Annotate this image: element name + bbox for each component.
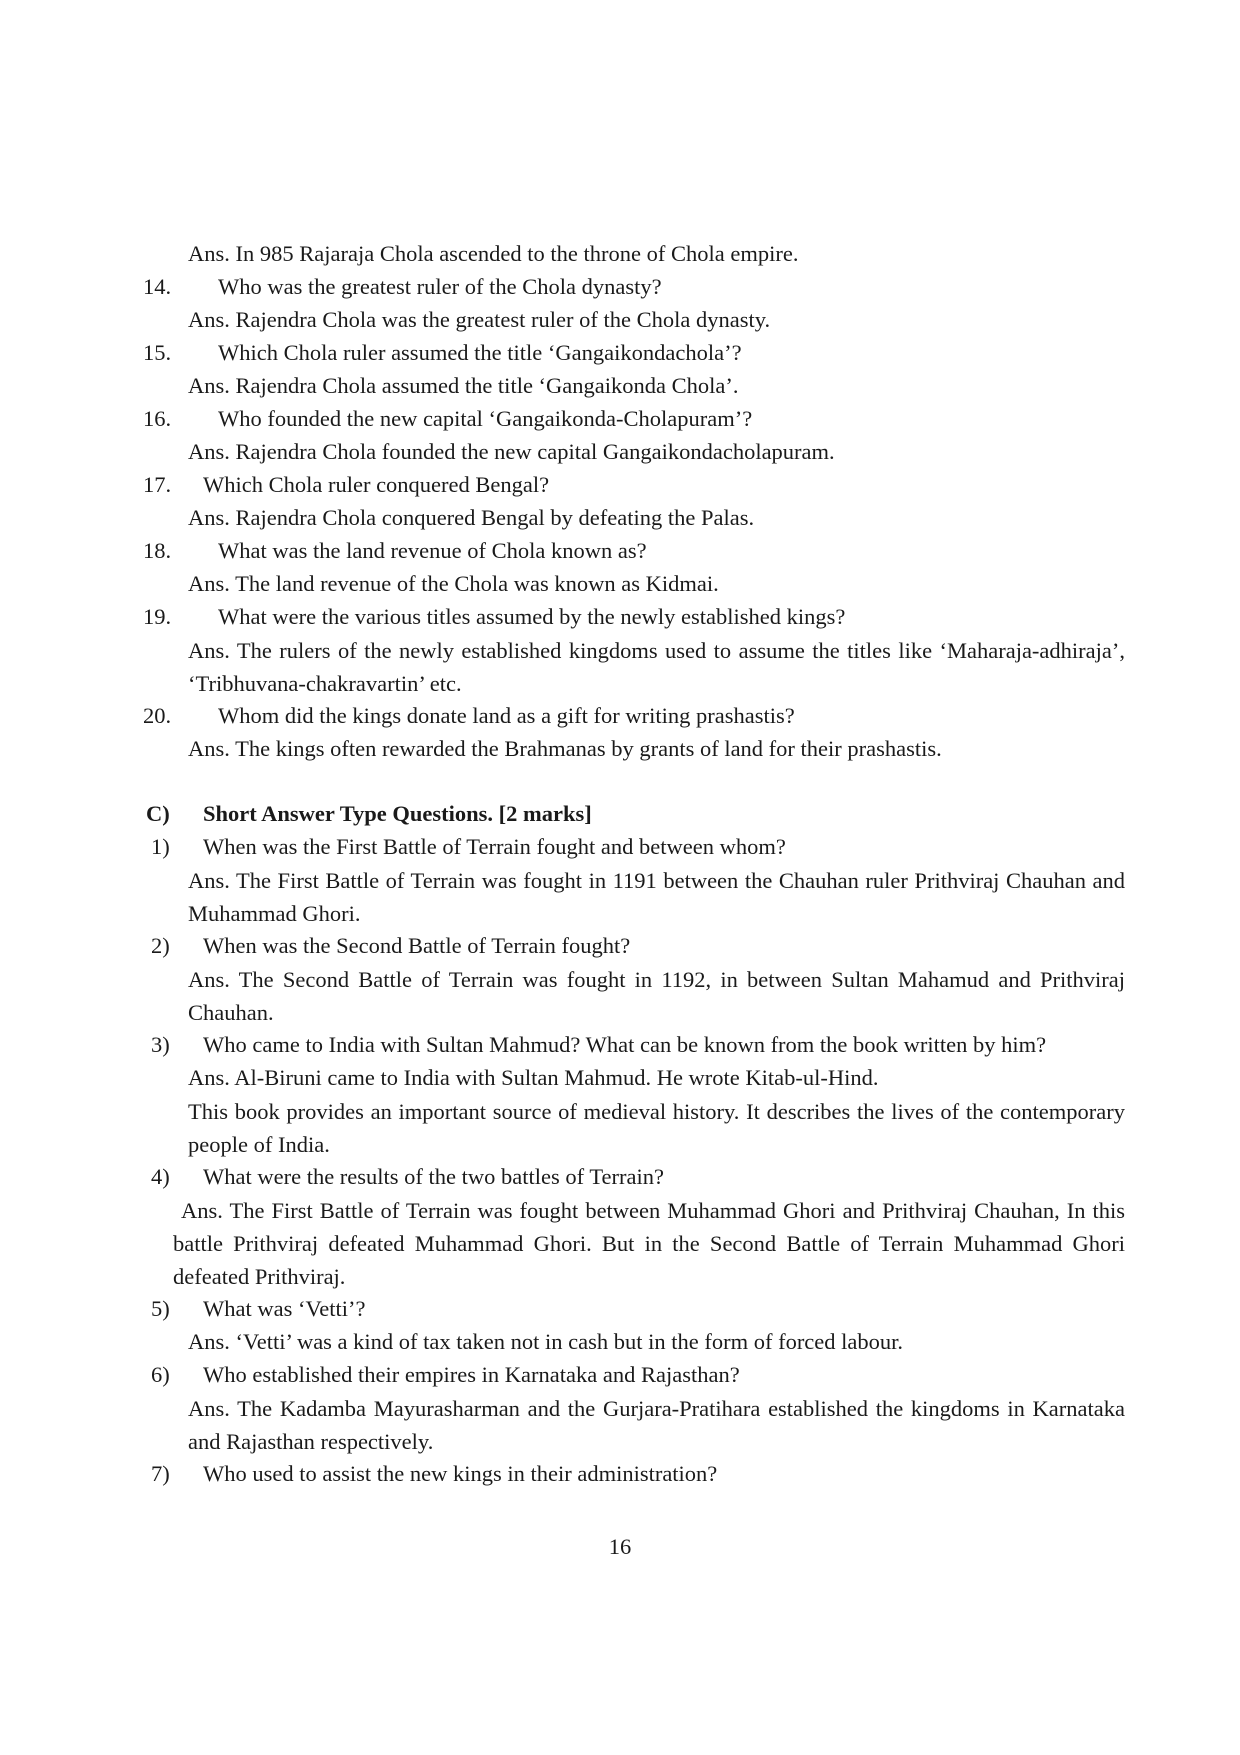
section-title: Short Answer Type Questions. [2 marks] (203, 801, 592, 826)
question-15: Which Chola ruler assumed the title ‘Gangaikondachola’? (218, 340, 742, 365)
short-answer-3: Ans. Al-Biruni came to India with Sultan Mahmud. He wrote Kitab-ul-Hind. (188, 1065, 879, 1090)
answer-18: Ans. The land revenue of the Chola was known as Kidmai. (188, 571, 719, 596)
answer-15: Ans. Rajendra Chola assumed the title ‘Gangaikonda Chola’. (188, 373, 739, 398)
answer-13: Ans. In 985 Rajaraja Chola ascended to the throne of Chola empire. (188, 241, 799, 266)
short-answer-3-extra: This book provides an important source of medieval history. It describes the lives of the contemporary people of India. (188, 1099, 1125, 1157)
short-answer-1: Ans. The First Battle of Terrain was fought in 1191 between the Chauhan ruler Prithviraj Chauhan and Muhammad Ghori. (188, 868, 1125, 926)
short-question-6: Who established their empires in Karnataka and Rajasthan? (203, 1362, 740, 1387)
question-17: Which Chola ruler conquered Bengal? (203, 472, 550, 497)
short-question-number-1: 1) (151, 834, 170, 859)
short-question-number-4: 4) (151, 1164, 170, 1189)
short-question-4: What were the results of the two battles of Terrain? (203, 1164, 664, 1189)
answer-17: Ans. Rajendra Chola conquered Bengal by defeating the Palas. (188, 505, 755, 530)
short-question-2: When was the Second Battle of Terrain fought? (203, 933, 631, 958)
answer-16: Ans. Rajendra Chola founded the new capital Gangaikondacholapuram. (188, 439, 835, 464)
question-18: What was the land revenue of Chola known as? (218, 538, 647, 563)
question-number-19: 19. (143, 604, 172, 629)
short-question-number-2: 2) (151, 933, 170, 958)
page-number: 16 (608, 1534, 632, 1559)
answer-19: Ans. The rulers of the newly established kingdoms used to assume the titles like ‘Maharaja-adhiraja’, ‘Tribhuvana-chakravartin’ etc. (188, 638, 1125, 696)
short-question-number-5: 5) (151, 1296, 170, 1321)
short-question-number-6: 6) (151, 1362, 170, 1387)
question-number-20: 20. (143, 703, 172, 728)
question-19: What were the various titles assumed by the newly established kings? (218, 604, 846, 629)
short-answer-5: Ans. ‘Vetti’ was a kind of tax taken not in cash but in the form of forced labour. (188, 1329, 904, 1354)
question-number-14: 14. (143, 274, 172, 299)
section-label: C) (146, 801, 170, 826)
question-number-17: 17. (143, 472, 172, 497)
answer-20: Ans. The kings often rewarded the Brahmanas by grants of land for their prashastis. (188, 736, 942, 761)
short-question-3: Who came to India with Sultan Mahmud? What can be known from the book written by him? (203, 1032, 1047, 1057)
short-answer-4: Ans. The First Battle of Terrain was fought between Muhammad Ghori and Prithviraj Chauhan, In this battle Prithviraj defeated Muhammad Ghori. But in the Second Battle of Terrain Muhammad Ghori defeated Prithviraj. (173, 1198, 1125, 1289)
short-question-1: When was the First Battle of Terrain fought and between whom? (203, 834, 786, 859)
short-question-number-7: 7) (151, 1461, 170, 1486)
short-question-7: Who used to assist the new kings in their administration? (203, 1461, 718, 1486)
question-number-15: 15. (143, 340, 172, 365)
short-answer-2: Ans. The Second Battle of Terrain was fought in 1192, in between Sultan Mahamud and Prithviraj Chauhan. (188, 967, 1125, 1025)
short-answer-6: Ans. The Kadamba Mayurasharman and the Gurjara-Pratihara established the kingdoms in Karnataka and Rajasthan respectively. (188, 1396, 1125, 1454)
answer-14: Ans. Rajendra Chola was the greatest ruler of the Chola dynasty. (188, 307, 771, 332)
short-question-5: What was ‘Vetti’? (203, 1296, 366, 1321)
question-20: Whom did the kings donate land as a gift for writing prashastis? (218, 703, 795, 728)
question-number-16: 16. (143, 406, 172, 431)
question-14: Who was the greatest ruler of the Chola dynasty? (218, 274, 662, 299)
short-question-number-3: 3) (151, 1032, 170, 1057)
question-number-18: 18. (143, 538, 172, 563)
question-16: Who founded the new capital ‘Gangaikonda-Cholapuram’? (218, 406, 753, 431)
